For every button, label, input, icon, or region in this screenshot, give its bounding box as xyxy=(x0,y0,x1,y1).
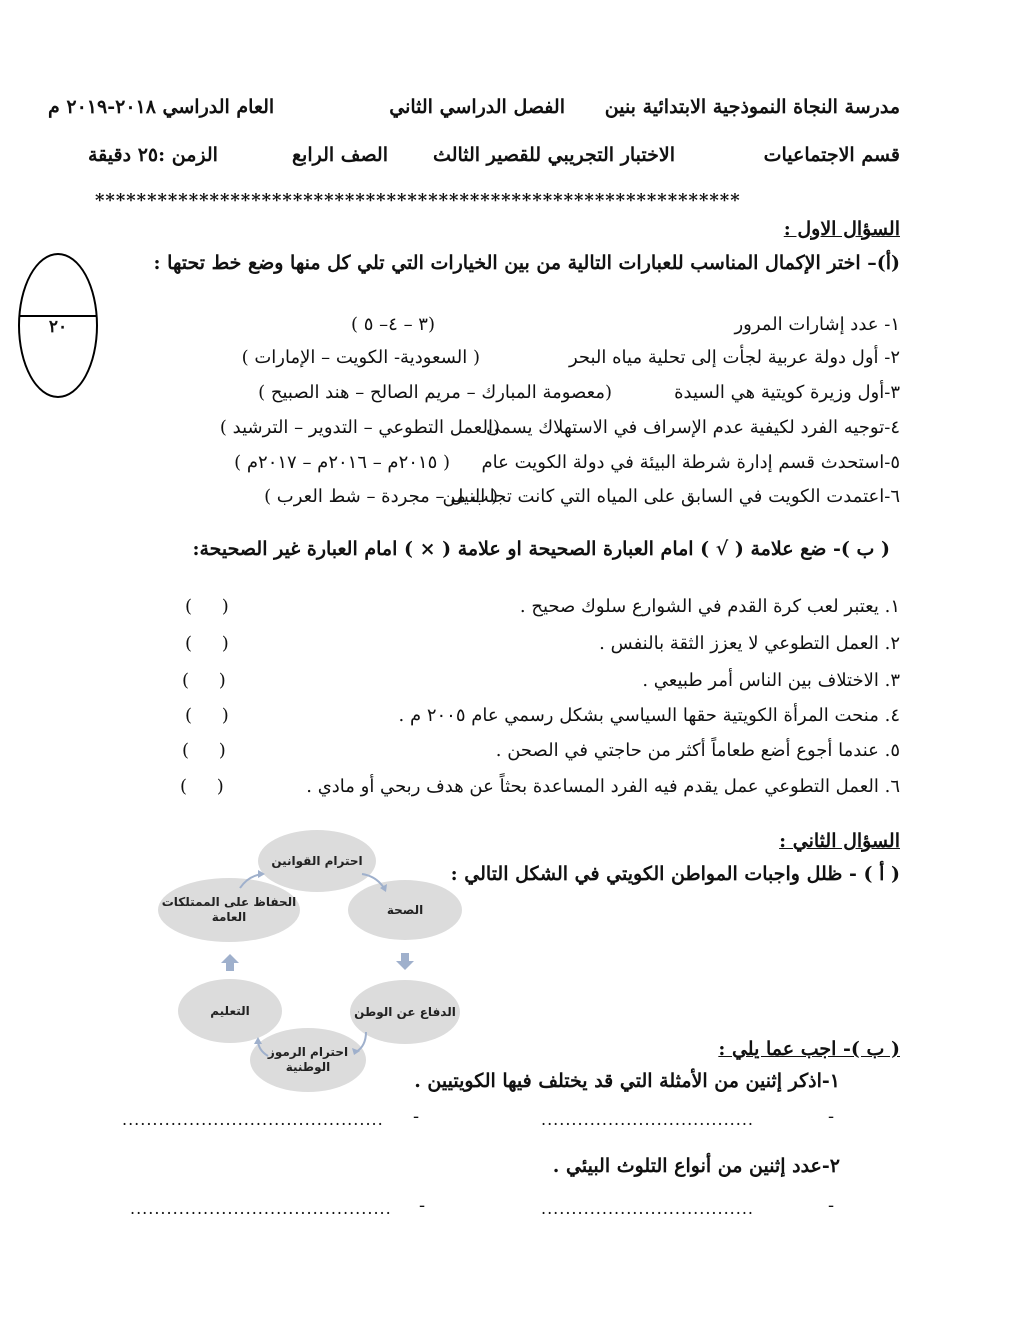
cycle-arrow-bottom-right xyxy=(350,1030,370,1056)
tf-text-1: ١. يعتبر لعب كرة القدم في الشوارع سلوك صحيح . xyxy=(519,596,900,617)
mcq-options-4[interactable]: (العمل التطوعي – التدوير – الترشيد ) xyxy=(219,417,500,438)
q2-part-b-title: ( ب )- اجب عما يلي : xyxy=(718,1038,900,1060)
tf-text-4: ٤. منحت المرأة الكويتية حقها السياسي بشكل رسمي عام ٢٠٠٥ م . xyxy=(398,705,900,726)
grade-label: الصف الرابع xyxy=(291,144,388,166)
answer-line-1b[interactable]: ........................................... xyxy=(122,1110,384,1129)
school-name: مدرسة النجاة النموذجية الابتدائية بنين xyxy=(604,96,900,118)
answer-line-2b[interactable]: ........................................... xyxy=(130,1199,392,1218)
tf-box-1[interactable]: ( ) xyxy=(185,596,229,617)
cycle-arrow-bottom-left xyxy=(252,1036,272,1060)
cycle-node-education[interactable]: التعليم xyxy=(178,979,282,1043)
tf-box-4[interactable]: ( ) xyxy=(185,705,229,726)
department: قسم الاجتماعيات xyxy=(763,144,900,166)
tf-box-2[interactable]: ( ) xyxy=(185,633,229,654)
q1-title: السؤال الاول : xyxy=(783,218,900,240)
mcq-stem-5: ٥-استحدث قسم إدارة شرطة البيئة في دولة الكويت عام xyxy=(481,452,900,473)
mcq-options-3[interactable]: (معصومة المبارك – مريم الصالح – هند الصبيح ) xyxy=(258,382,612,403)
q1-part-b-title: ( ب )- ضع علامة ( √ ) امام العبارة الصحيحة او علامة ( × ) امام العبارة غير الصحيحة: xyxy=(192,538,890,560)
answer-dash-1a: - xyxy=(828,1106,835,1127)
exam-title: الاختبار التجريبي للقصير الثالث xyxy=(433,144,675,166)
mcq-options-6[interactable]: ( النيل – مجردة – شط العرب ) xyxy=(264,486,498,507)
term-label: الفصل الدراسي الثاني xyxy=(389,96,565,118)
score-circle xyxy=(18,253,98,398)
cycle-node-laws[interactable]: احترام القوانين xyxy=(258,830,376,892)
mcq-stem-2: ٢- أول دولة عربية لجأت إلى تحلية مياه البحر xyxy=(568,347,900,368)
cycle-node-health[interactable]: الصحة xyxy=(348,880,462,940)
tf-box-6[interactable]: ( ) xyxy=(180,776,224,797)
tf-text-3: ٣. الاختلاف بين الناس أمر طبيعي . xyxy=(642,670,900,691)
q2-item-1: ١-اذكر إثنين من الأمثلة التي قد يختلف فيها الكويتيين . xyxy=(414,1070,840,1092)
answer-line-2a[interactable]: ................................... xyxy=(541,1199,755,1218)
score-total: ٢٠ xyxy=(48,317,68,337)
tf-text-5: ٥. عندما أجوع أضع طعاماً أكثر من حاجتي في الصحن . xyxy=(495,740,900,761)
mcq-options-1[interactable]: (٣ – ٤– ٥ ) xyxy=(351,314,435,335)
mcq-stem-1: ١- عدد إشارات المرور xyxy=(734,314,900,335)
mcq-stem-6: ٦-اعتمدت الكويت في السابق على المياه التي كانت تجلب من xyxy=(442,486,900,507)
cycle-arrow-top-right xyxy=(360,870,390,894)
mcq-options-2[interactable]: ( السعودية- الكويت – الإمارات ) xyxy=(241,347,480,368)
answer-dash-1b: - xyxy=(413,1106,420,1127)
tf-text-2: ٢. العمل التطوعي لا يعزز الثقة بالنفس . xyxy=(599,633,900,654)
q2-item-2: ٢-عدد إثنين من أنواع التلوث البيئي . xyxy=(552,1155,840,1177)
separator-stars: ************************************************************** xyxy=(95,190,741,211)
answer-dash-2a: - xyxy=(828,1195,835,1216)
cycle-node-national-symbols[interactable]: احترام الرموز الوطنية xyxy=(250,1028,366,1092)
answer-dash-2b: - xyxy=(419,1195,426,1216)
tf-box-3[interactable]: ( ) xyxy=(182,670,226,691)
cycle-arrow-up xyxy=(219,952,241,972)
cycle-arrow-down xyxy=(394,952,416,972)
cycle-arrow-top-left xyxy=(236,870,266,892)
academic-year: العام الدراسي ٢٠١٨-٢٠١٩ م xyxy=(48,96,275,118)
time-label: الزمن :٢٥ دقيقة xyxy=(88,144,218,166)
cycle-node-defense[interactable]: الدفاع عن الوطن xyxy=(350,980,460,1044)
tf-box-5[interactable]: ( ) xyxy=(182,740,226,761)
mcq-stem-3: ٣-أول وزيرة كويتية هي السيدة xyxy=(674,382,900,403)
q2-part-a-title: ( أ ) - ظلل واجبات المواطن الكويتي في الشكل التالي : xyxy=(450,863,900,885)
q2-title: السؤال الثاني : xyxy=(779,830,900,852)
q1-part-a-title: (أ)– اختر الإكمال المناسب للعبارات التالية من بين الخيارات التي تلي كل منها وضع خط تحتها : xyxy=(153,252,900,274)
mcq-options-5[interactable]: ( ٢٠١٥م – ٢٠١٦م – ٢٠١٧م ) xyxy=(234,452,450,473)
mcq-stem-4: ٤-توجيه الفرد لكيفية عدم الإسراف في الاستهلاك يسمى xyxy=(486,417,900,438)
answer-line-1a[interactable]: ................................... xyxy=(541,1110,755,1129)
cycle-node-public-property[interactable]: الحفاظ على الممتلكات العامة xyxy=(158,878,300,942)
tf-text-6: ٦. العمل التطوعي عمل يقدم فيه الفرد المساعدة بحثاً عن هدف ربحي أو مادي . xyxy=(306,776,900,797)
